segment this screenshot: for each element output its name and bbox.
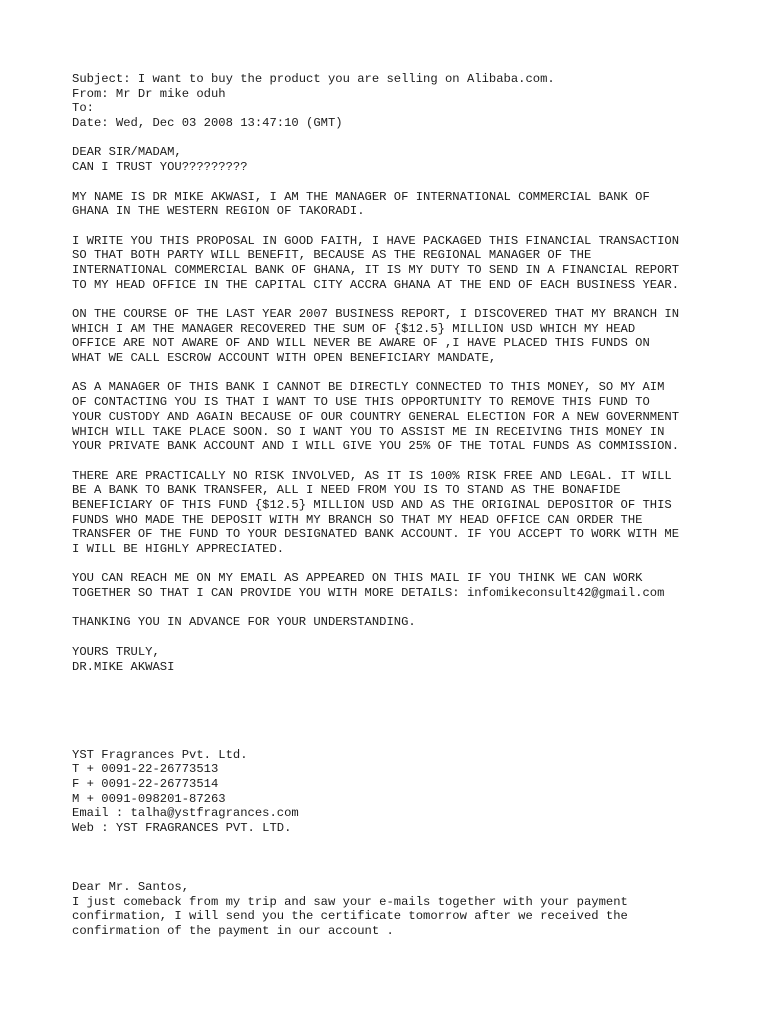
greeting-line: DEAR SIR/MADAM, bbox=[72, 145, 182, 160]
paragraph-line: TRANSFER OF THE FUND TO YOUR DESIGNATED BANK ACCOUNT. IF YOU ACCEPT TO WORK WITH ME bbox=[72, 527, 680, 542]
company-name: YST Fragrances Pvt. Ltd. bbox=[72, 747, 248, 762]
paragraph-line: ON THE COURSE OF THE LAST YEAR 2007 BUSINESS REPORT, I DISCOVERED THAT MY BRANCH IN bbox=[72, 307, 680, 321]
reply-line: confirmation of the payment in our account . bbox=[72, 923, 394, 938]
greeting-line: CAN I TRUST YOU????????? bbox=[72, 160, 248, 175]
paragraph bbox=[72, 307, 732, 366]
paragraph-line: YOUR CUSTODY AND AGAIN BECAUSE OF OUR COUNTRY GENERAL ELECTION FOR A NEW GOVERNMENT bbox=[72, 409, 680, 424]
paragraph-line: THANKING YOU IN ADVANCE FOR YOUR UNDERSTANDING. bbox=[72, 615, 416, 630]
email-header bbox=[72, 72, 732, 131]
signoff bbox=[72, 645, 732, 674]
paragraph-line: SO THAT BOTH PARTY WILL BENEFIT, BECAUSE AS THE REGIONAL MANAGER OF THE bbox=[72, 248, 592, 263]
paragraph bbox=[72, 469, 732, 557]
paragraph-line: THERE ARE PRACTICALLY NO RISK INVOLVED, AS IT IS 100% RISK FREE AND LEGAL. IT WILL bbox=[72, 468, 672, 483]
company-fax: F + 0091-22-26773514 bbox=[72, 777, 219, 792]
email-from: From: Mr Dr mike oduh bbox=[72, 86, 226, 101]
paragraph-line: FUNDS WHO MADE THE DEPOSIT WITH MY BRANCH SO THAT MY HEAD OFFICE CAN ORDER THE bbox=[72, 512, 643, 527]
paragraph-line: YOU CAN REACH ME ON MY EMAIL AS APPEARED ON THIS MAIL IF YOU THINK WE CAN WORK bbox=[72, 571, 643, 586]
signoff-line: DR.MIKE AKWASI bbox=[72, 659, 175, 674]
paragraph-line: OF CONTACTING YOU IS THAT I WANT TO USE THIS OPPORTUNITY TO REMOVE THIS FUND TO bbox=[72, 395, 650, 410]
paragraph bbox=[72, 615, 732, 630]
paragraph bbox=[72, 234, 732, 293]
paragraph-line: I WRITE YOU THIS PROPOSAL IN GOOD FAITH, I HAVE PACKAGED THIS FINANCIAL TRANSACTION bbox=[72, 233, 680, 248]
paragraph-line: OFFICE ARE NOT AWARE OF AND WILL NEVER BE AWARE OF ,I HAVE PLACED THIS FUNDS ON bbox=[72, 336, 650, 351]
paragraph-line: AS A MANAGER OF THIS BANK I CANNOT BE DIRECTLY CONNECTED TO THIS MONEY, SO MY AIM bbox=[72, 380, 665, 395]
paragraph-line: BENEFICIARY OF THIS FUND {$12.5} MILLION USD AND AS THE ORIGINAL DEPOSITOR OF THIS bbox=[72, 497, 672, 512]
paragraph-line: INTERNATIONAL COMMERCIAL BANK OF GHANA, IT IS MY DUTY TO SEND IN A FINANCIAL REPORT bbox=[72, 262, 680, 277]
paragraph bbox=[72, 190, 732, 219]
paragraph-line: I WILL BE HIGHLY APPRECIATED. bbox=[72, 542, 285, 556]
email-date: Date: Wed, Dec 03 2008 13:47:10 (GMT) bbox=[72, 116, 343, 131]
paragraph-line: WHICH I AM THE MANAGER RECOVERED THE SUM OF {$12.5} MILLION USD WHICH MY HEAD bbox=[72, 321, 636, 336]
paragraph-line: WHAT WE CALL ESCROW ACCOUNT WITH OPEN BENEFICIARY MANDATE, bbox=[72, 351, 497, 366]
email-subject: Subject: I want to buy the product you are selling on Alibaba.com. bbox=[72, 72, 555, 86]
email-to: To: bbox=[72, 101, 94, 116]
paragraph-line: WHICH WILL TAKE PLACE SOON. SO I WANT YOU TO ASSIST ME IN RECEIVING THIS MONEY IN bbox=[72, 424, 665, 439]
company-mobile: M + 0091-098201-87263 bbox=[72, 791, 226, 806]
paragraph bbox=[72, 571, 732, 600]
paragraph-line: BE A BANK TO BANK TRANSFER, ALL I NEED FROM YOU IS TO STAND AS THE BONAFIDE bbox=[72, 483, 621, 498]
signoff-line: YOURS TRULY, bbox=[72, 644, 160, 659]
greeting bbox=[72, 145, 732, 174]
document bbox=[72, 72, 732, 939]
paragraph bbox=[72, 380, 732, 453]
company-signature bbox=[72, 748, 732, 836]
paragraph-line: TO MY HEAD OFFICE IN THE CAPITAL CITY ACCRA GHANA AT THE END OF EACH BUSINESS YEAR. bbox=[72, 277, 680, 292]
paragraph-line: GHANA IN THE WESTERN REGION OF TAKORADI. bbox=[72, 204, 365, 219]
paragraph-line: MY NAME IS DR MIKE AKWASI, I AM THE MANAGER OF INTERNATIONAL COMMERCIAL BANK OF bbox=[72, 189, 650, 204]
company-phone: T + 0091-22-26773513 bbox=[72, 762, 219, 777]
reply-message bbox=[72, 880, 732, 939]
paragraph-line: TOGETHER SO THAT I CAN PROVIDE YOU WITH MORE DETAILS: infomikeconsult42@gmail.com bbox=[72, 586, 665, 601]
reply-line: Dear Mr. Santos, bbox=[72, 879, 190, 894]
reply-line: confirmation, I will send you the certificate tomorrow after we received the bbox=[72, 909, 628, 924]
company-web: Web : YST FRAGRANCES PVT. LTD. bbox=[72, 821, 292, 836]
paragraph-line: YOUR PRIVATE BANK ACCOUNT AND I WILL GIVE YOU 25% OF THE TOTAL FUNDS AS COMMISSION. bbox=[72, 439, 680, 454]
company-email: Email : talha@ystfragrances.com bbox=[72, 806, 299, 821]
reply-line: I just comeback from my trip and saw your e-mails together with your payment bbox=[72, 894, 628, 909]
